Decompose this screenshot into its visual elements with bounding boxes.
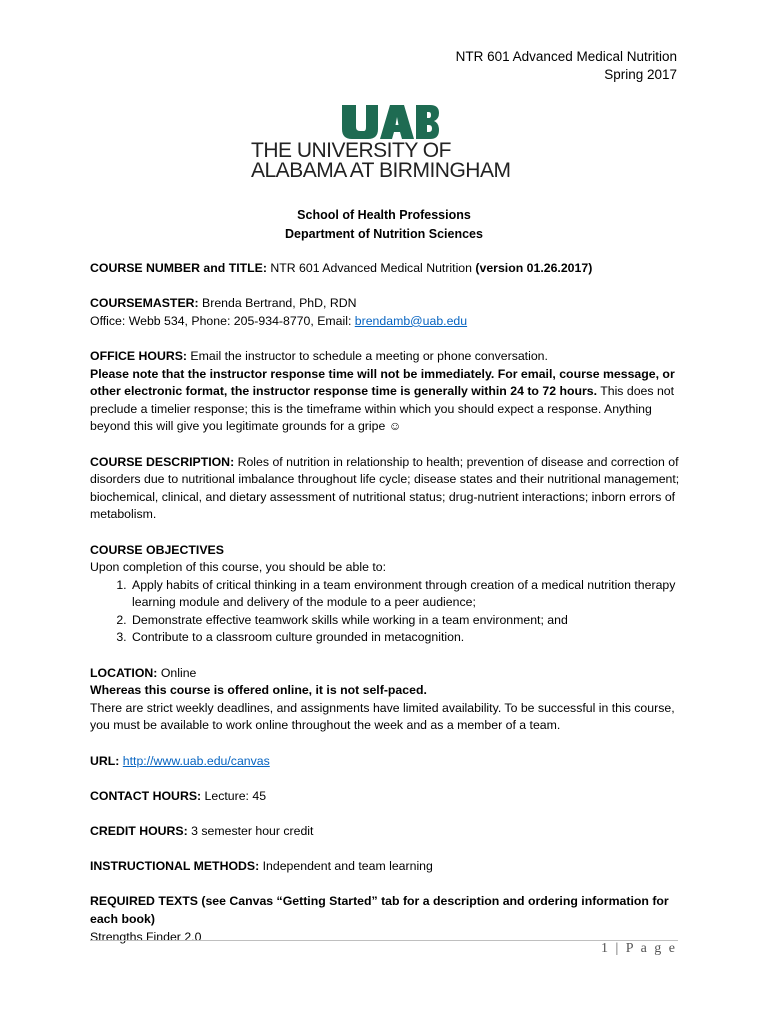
email-link[interactable]: brendamb@uab.edu xyxy=(354,313,468,328)
location-note: There are strict weekly deadlines, and assignments have limited availability. To be successful in this course, you must be available to work online throughout the week and as a member of a team. xyxy=(90,700,675,733)
office-hours-section xyxy=(90,348,684,436)
office-hours-value: Email the instructor to schedule a meeting or phone conversation. xyxy=(187,348,548,363)
page-number: 1 | P a g e xyxy=(601,941,677,956)
credit-hours-section xyxy=(90,823,684,841)
description-label: COURSE DESCRIPTION: xyxy=(90,454,235,469)
location-value: Online xyxy=(157,665,197,680)
objective-item: 1. Apply habits of critical thinking in a team environment through creation of a medical nutrition therapy learning module and delivery of the module to a peer audience; xyxy=(130,577,684,612)
department-name: Department of Nutrition Sciences xyxy=(285,227,483,241)
methods-section xyxy=(90,858,684,876)
description-section xyxy=(90,454,684,524)
credit-hours-value: 3 semester hour credit xyxy=(187,824,314,838)
texts-section xyxy=(90,893,684,946)
course-number-label: COURSE NUMBER and TITLE: xyxy=(90,261,267,275)
contact-hours-label: CONTACT HOURS: xyxy=(90,788,202,803)
contact-hours-section xyxy=(90,788,684,806)
objectives-list xyxy=(90,577,684,647)
texts-label: REQUIRED TEXTS xyxy=(90,894,198,909)
school-name: School of Health Professions xyxy=(297,208,471,222)
coursemaster-section xyxy=(90,295,684,330)
course-number-value: NTR 601 Advanced Medical Nutrition xyxy=(266,261,476,275)
location-bold-note: Whereas this course is offered online, it is not self-paced. xyxy=(90,683,427,698)
running-header xyxy=(456,48,677,84)
description-value: Roles of nutrition in relationship to health; prevention of disease and correction of disorders due to nutritional imbalance throughout life cycle; disease states and their nutritional management; biochemical, clinical, and dietary assessment of nutritional status; drug-nutrient interactions; inborn errors of metabolism. xyxy=(90,454,680,522)
canvas-link[interactable]: http://www.uab.edu/canvas xyxy=(122,753,270,768)
location-label: LOCATION: xyxy=(90,665,158,680)
office-contact: Office: Webb 534, Phone: 205-934-8770, Email: xyxy=(90,313,355,328)
logo-line-1: THE UNIVERSITY OF xyxy=(251,139,451,162)
uab-logo-mark xyxy=(340,103,440,141)
response-time-detail: This does not preclude a timelier response; this is the timeframe within which you should expect a response. Anything beyond this will give you legitimate grounds for a gripe xyxy=(90,384,675,434)
texts-value: (see Canvas “Getting Started” tab for a description and ordering information for each book) xyxy=(90,894,669,926)
coursemaster-value: Brenda Bertrand, PhD, RDN xyxy=(198,296,357,311)
footer-divider xyxy=(90,940,678,941)
school-heading xyxy=(0,206,768,244)
office-hours-label: OFFICE HOURS: xyxy=(90,348,188,363)
syllabus-body xyxy=(90,260,684,946)
url-section xyxy=(90,753,684,771)
credit-hours-label: CREDIT HOURS: xyxy=(90,824,188,838)
course-number-section xyxy=(90,260,684,278)
objectives-section xyxy=(90,542,684,648)
uab-logo xyxy=(251,103,521,181)
objective-item: 2. Demonstrate effective teamwork skills while working in a team environment; and xyxy=(130,612,684,630)
methods-value: Independent and team learning xyxy=(259,859,433,874)
coursemaster-label: COURSEMASTER: xyxy=(90,296,199,311)
url-label: URL: xyxy=(90,753,120,768)
header-course: NTR 601 Advanced Medical Nutrition xyxy=(455,49,677,64)
contact-hours-value: Lecture: 45 xyxy=(201,788,267,803)
response-time-note: Please note that the instructor response time will not be immediately. For email, course message, or other electronic format, the instructor response time is generally within 24 to 72 hours. xyxy=(90,366,675,399)
header-term: Spring 2017 xyxy=(604,67,677,82)
texts-book: Strengths Finder 2.0 xyxy=(90,929,202,944)
smiley-icon: ☺ xyxy=(388,419,402,434)
logo-line-2: ALABAMA AT BIRMINGHAM xyxy=(251,159,511,182)
location-section xyxy=(90,665,684,735)
objective-item: 3. Contribute to a classroom culture grounded in metacognition. xyxy=(130,629,684,647)
objectives-label: COURSE OBJECTIVES xyxy=(90,542,224,557)
methods-label: INSTRUCTIONAL METHODS: xyxy=(90,859,260,874)
objectives-intro: Upon completion of this course, you should be able to: xyxy=(90,560,386,575)
course-version: (version 01.26.2017) xyxy=(475,261,593,275)
